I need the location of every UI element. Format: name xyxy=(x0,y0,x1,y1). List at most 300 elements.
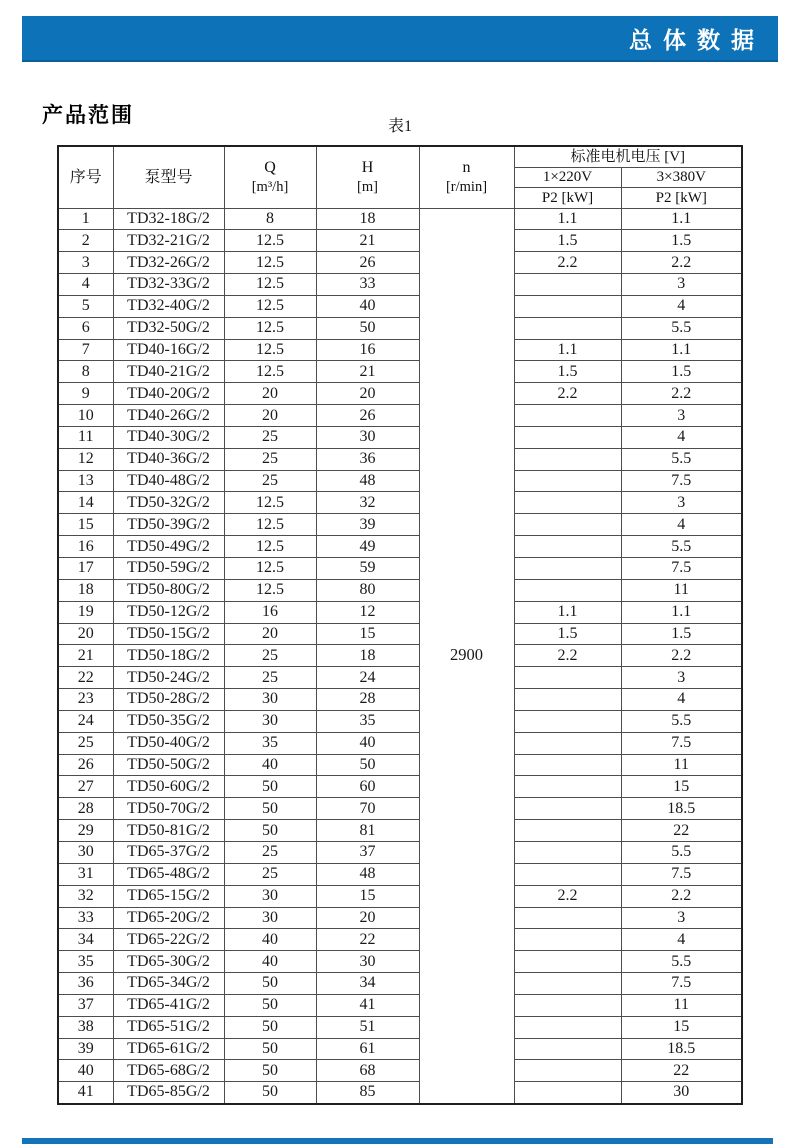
table-row xyxy=(58,645,742,667)
table-row xyxy=(58,470,742,492)
q-value: 12.5 xyxy=(224,579,316,601)
row-no: 16 xyxy=(58,536,113,558)
header-no-label: 序号 xyxy=(69,168,102,186)
pump-model: TD50-60G/2 xyxy=(113,776,224,798)
header-h-symbol: H xyxy=(361,159,374,177)
p2-220v-value xyxy=(514,994,621,1016)
h-value: 35 xyxy=(316,710,419,732)
p2-380v-value: 1.1 xyxy=(621,601,742,623)
h-value: 30 xyxy=(316,951,419,973)
table-row xyxy=(58,492,742,514)
pump-model: TD50-24G/2 xyxy=(113,667,224,689)
table-row xyxy=(58,820,742,842)
q-value: 50 xyxy=(224,973,316,995)
table-row xyxy=(58,907,742,929)
p2-220v-value xyxy=(514,841,621,863)
table-row xyxy=(58,274,742,296)
p2-220v-value xyxy=(514,1016,621,1038)
p2-220v-value xyxy=(514,536,621,558)
h-value: 39 xyxy=(316,514,419,536)
table-row xyxy=(58,514,742,536)
p2-220v-value xyxy=(514,710,621,732)
row-no: 6 xyxy=(58,317,113,339)
table-row xyxy=(58,1082,742,1104)
table-row xyxy=(58,1038,742,1060)
row-no: 19 xyxy=(58,601,113,623)
q-value: 30 xyxy=(224,710,316,732)
header-n-symbol: n xyxy=(462,159,471,177)
banner-title: 总体数据 xyxy=(629,26,765,53)
h-value: 85 xyxy=(316,1082,419,1104)
column-header-p2-220: P2 [kW] xyxy=(514,187,621,208)
pump-model: TD32-18G/2 xyxy=(113,208,224,230)
table-row xyxy=(58,361,742,383)
h-value: 49 xyxy=(316,536,419,558)
table-row xyxy=(58,623,742,645)
p2-380v-value: 15 xyxy=(621,1016,742,1038)
row-no: 29 xyxy=(58,820,113,842)
pump-model: TD40-21G/2 xyxy=(113,361,224,383)
row-no: 21 xyxy=(58,645,113,667)
q-value: 12.5 xyxy=(224,339,316,361)
header-h-unit: [m] xyxy=(357,178,378,195)
pump-model: TD65-51G/2 xyxy=(113,1016,224,1038)
h-value: 48 xyxy=(316,863,419,885)
pump-model: TD65-37G/2 xyxy=(113,841,224,863)
column-header-h xyxy=(316,146,419,208)
pump-model: TD50-50G/2 xyxy=(113,754,224,776)
table-caption: 表1 xyxy=(387,118,412,135)
pump-model: TD65-68G/2 xyxy=(113,1060,224,1082)
row-no: 1 xyxy=(58,208,113,230)
row-no: 5 xyxy=(58,295,113,317)
page-footer-rule xyxy=(22,1138,773,1144)
q-value: 50 xyxy=(224,798,316,820)
q-value: 20 xyxy=(224,405,316,427)
h-value: 15 xyxy=(316,885,419,907)
p2-220v-value xyxy=(514,667,621,689)
pump-model: TD40-48G/2 xyxy=(113,470,224,492)
table-row xyxy=(58,295,742,317)
pump-model: TD50-49G/2 xyxy=(113,536,224,558)
pump-model: TD65-41G/2 xyxy=(113,994,224,1016)
table-row xyxy=(58,230,742,252)
table-row xyxy=(58,841,742,863)
p2-380v-value: 18.5 xyxy=(621,1038,742,1060)
pump-model: TD50-39G/2 xyxy=(113,514,224,536)
p2-220v-value xyxy=(514,776,621,798)
table-row xyxy=(58,208,742,230)
h-value: 40 xyxy=(316,295,419,317)
pump-model: TD40-26G/2 xyxy=(113,405,224,427)
p2-220v-value: 2.2 xyxy=(514,383,621,405)
q-value: 50 xyxy=(224,1060,316,1082)
row-no: 24 xyxy=(58,710,113,732)
pump-model: TD50-18G/2 xyxy=(113,645,224,667)
table-row xyxy=(58,252,742,274)
p2-220v-value xyxy=(514,579,621,601)
q-value: 30 xyxy=(224,689,316,711)
p2-380v-value: 3 xyxy=(621,274,742,296)
p2-380v-value: 4 xyxy=(621,929,742,951)
p2-220v-value xyxy=(514,470,621,492)
h-value: 60 xyxy=(316,776,419,798)
h-value: 21 xyxy=(316,230,419,252)
q-value: 25 xyxy=(224,645,316,667)
q-value: 50 xyxy=(224,820,316,842)
h-value: 18 xyxy=(316,645,419,667)
pump-model: TD32-40G/2 xyxy=(113,295,224,317)
p2-220v-value xyxy=(514,426,621,448)
pump-model: TD32-26G/2 xyxy=(113,252,224,274)
p2-380v-value: 1.5 xyxy=(621,623,742,645)
pump-model: TD50-81G/2 xyxy=(113,820,224,842)
p2-380v-value: 22 xyxy=(621,1060,742,1082)
table-row xyxy=(58,689,742,711)
p2-220v-value xyxy=(514,929,621,951)
p2-220v-value: 1.1 xyxy=(514,601,621,623)
q-value: 12.5 xyxy=(224,558,316,580)
p2-380v-value: 5.5 xyxy=(621,536,742,558)
p2-380v-value: 7.5 xyxy=(621,863,742,885)
row-no: 23 xyxy=(58,689,113,711)
row-no: 18 xyxy=(58,579,113,601)
q-value: 25 xyxy=(224,426,316,448)
pump-model: TD65-20G/2 xyxy=(113,907,224,929)
pump-model: TD50-28G/2 xyxy=(113,689,224,711)
table-row xyxy=(58,754,742,776)
table-row xyxy=(58,863,742,885)
p2-380v-value: 2.2 xyxy=(621,383,742,405)
p2-380v-value: 5.5 xyxy=(621,951,742,973)
row-no: 10 xyxy=(58,405,113,427)
pump-model: TD32-21G/2 xyxy=(113,230,224,252)
q-value: 50 xyxy=(224,776,316,798)
pump-model: TD32-33G/2 xyxy=(113,274,224,296)
h-value: 26 xyxy=(316,405,419,427)
p2-220v-value: 1.5 xyxy=(514,623,621,645)
q-value: 12.5 xyxy=(224,230,316,252)
table-row xyxy=(58,1016,742,1038)
q-value: 12.5 xyxy=(224,274,316,296)
p2-220v-value xyxy=(514,951,621,973)
table-row xyxy=(58,885,742,907)
p2-380v-value: 4 xyxy=(621,689,742,711)
n-speed-value: 2900 xyxy=(419,208,514,1104)
p2-380v-value: 5.5 xyxy=(621,448,742,470)
p2-380v-value: 2.2 xyxy=(621,885,742,907)
p2-220v-value xyxy=(514,1038,621,1060)
p2-380v-value: 3 xyxy=(621,405,742,427)
p2-380v-value: 2.2 xyxy=(621,645,742,667)
q-value: 50 xyxy=(224,1016,316,1038)
pump-spec-table xyxy=(57,145,743,1105)
header-q-unit: [m³/h] xyxy=(251,178,289,195)
p2-220v-value xyxy=(514,820,621,842)
row-no: 22 xyxy=(58,667,113,689)
row-no: 27 xyxy=(58,776,113,798)
row-no: 41 xyxy=(58,1082,113,1104)
p2-220v-value xyxy=(514,492,621,514)
p2-220v-value xyxy=(514,317,621,339)
page-header-banner xyxy=(22,16,778,62)
p2-380v-value: 4 xyxy=(621,514,742,536)
row-no: 38 xyxy=(58,1016,113,1038)
p2-220v-value: 1.5 xyxy=(514,230,621,252)
p2-380v-value: 1.1 xyxy=(621,208,742,230)
pump-model: TD50-70G/2 xyxy=(113,798,224,820)
h-value: 32 xyxy=(316,492,419,514)
row-no: 37 xyxy=(58,994,113,1016)
column-header-no xyxy=(58,146,113,208)
column-header-q xyxy=(224,146,316,208)
row-no: 20 xyxy=(58,623,113,645)
q-value: 12.5 xyxy=(224,492,316,514)
table-row xyxy=(58,798,742,820)
pump-model: TD50-32G/2 xyxy=(113,492,224,514)
p2-220v-value xyxy=(514,732,621,754)
row-no: 4 xyxy=(58,274,113,296)
row-no: 14 xyxy=(58,492,113,514)
row-no: 25 xyxy=(58,732,113,754)
p2-380v-value: 5.5 xyxy=(621,710,742,732)
column-header-220v: 1×220V xyxy=(514,167,621,187)
pump-model: TD50-15G/2 xyxy=(113,623,224,645)
h-value: 50 xyxy=(316,754,419,776)
table-row xyxy=(58,929,742,951)
p2-220v-value xyxy=(514,907,621,929)
column-header-p2-380: P2 [kW] xyxy=(621,187,742,208)
h-value: 24 xyxy=(316,667,419,689)
p2-380v-value: 3 xyxy=(621,492,742,514)
p2-380v-value: 7.5 xyxy=(621,973,742,995)
h-value: 30 xyxy=(316,426,419,448)
p2-380v-value: 3 xyxy=(621,667,742,689)
h-value: 59 xyxy=(316,558,419,580)
p2-380v-value: 7.5 xyxy=(621,558,742,580)
table-row xyxy=(58,601,742,623)
table-body xyxy=(58,208,742,1104)
h-value: 70 xyxy=(316,798,419,820)
p2-220v-value xyxy=(514,274,621,296)
h-value: 61 xyxy=(316,1038,419,1060)
table-row xyxy=(58,339,742,361)
row-no: 9 xyxy=(58,383,113,405)
q-value: 12.5 xyxy=(224,252,316,274)
p2-220v-value: 2.2 xyxy=(514,885,621,907)
q-value: 25 xyxy=(224,667,316,689)
p2-380v-value: 30 xyxy=(621,1082,742,1104)
column-header-n xyxy=(419,146,514,208)
table-row xyxy=(58,951,742,973)
h-value: 15 xyxy=(316,623,419,645)
q-value: 12.5 xyxy=(224,295,316,317)
row-no: 26 xyxy=(58,754,113,776)
q-value: 25 xyxy=(224,448,316,470)
p2-380v-value: 18.5 xyxy=(621,798,742,820)
pump-model: TD50-35G/2 xyxy=(113,710,224,732)
q-value: 12.5 xyxy=(224,514,316,536)
q-value: 16 xyxy=(224,601,316,623)
h-value: 50 xyxy=(316,317,419,339)
pump-model: TD32-50G/2 xyxy=(113,317,224,339)
h-value: 33 xyxy=(316,274,419,296)
h-value: 80 xyxy=(316,579,419,601)
h-value: 41 xyxy=(316,994,419,1016)
table-row xyxy=(58,710,742,732)
table-row xyxy=(58,317,742,339)
pump-model: TD40-20G/2 xyxy=(113,383,224,405)
row-no: 15 xyxy=(58,514,113,536)
pump-model: TD50-12G/2 xyxy=(113,601,224,623)
p2-220v-value: 2.2 xyxy=(514,252,621,274)
p2-380v-value: 11 xyxy=(621,579,742,601)
table-row xyxy=(58,579,742,601)
p2-380v-value: 11 xyxy=(621,994,742,1016)
q-value: 30 xyxy=(224,907,316,929)
h-value: 36 xyxy=(316,448,419,470)
p2-380v-value: 15 xyxy=(621,776,742,798)
q-value: 25 xyxy=(224,841,316,863)
p2-380v-value: 3 xyxy=(621,907,742,929)
table-row xyxy=(58,667,742,689)
row-no: 35 xyxy=(58,951,113,973)
row-no: 30 xyxy=(58,841,113,863)
h-value: 81 xyxy=(316,820,419,842)
p2-380v-value: 5.5 xyxy=(621,317,742,339)
q-value: 40 xyxy=(224,951,316,973)
p2-220v-value xyxy=(514,973,621,995)
pump-model: TD50-59G/2 xyxy=(113,558,224,580)
pump-model: TD50-80G/2 xyxy=(113,579,224,601)
h-value: 22 xyxy=(316,929,419,951)
table-row xyxy=(58,732,742,754)
pump-model: TD65-15G/2 xyxy=(113,885,224,907)
row-no: 31 xyxy=(58,863,113,885)
p2-220v-value xyxy=(514,558,621,580)
row-no: 7 xyxy=(58,339,113,361)
q-value: 8 xyxy=(224,208,316,230)
row-no: 33 xyxy=(58,907,113,929)
p2-220v-value xyxy=(514,514,621,536)
p2-380v-value: 1.5 xyxy=(621,230,742,252)
table-header xyxy=(58,146,742,208)
h-value: 21 xyxy=(316,361,419,383)
p2-220v-value xyxy=(514,1082,621,1104)
row-no: 12 xyxy=(58,448,113,470)
p2-220v-value xyxy=(514,405,621,427)
table-row xyxy=(58,994,742,1016)
pump-model: TD65-85G/2 xyxy=(113,1082,224,1104)
p2-380v-value: 1.1 xyxy=(621,339,742,361)
row-no: 8 xyxy=(58,361,113,383)
q-value: 40 xyxy=(224,929,316,951)
p2-380v-value: 4 xyxy=(621,295,742,317)
p2-380v-value: 7.5 xyxy=(621,732,742,754)
p2-220v-value xyxy=(514,295,621,317)
header-q-symbol: Q xyxy=(264,159,276,177)
pump-model: TD40-30G/2 xyxy=(113,426,224,448)
row-no: 34 xyxy=(58,929,113,951)
q-value: 35 xyxy=(224,732,316,754)
p2-380v-value: 22 xyxy=(621,820,742,842)
row-no: 13 xyxy=(58,470,113,492)
p2-220v-value: 1.1 xyxy=(514,339,621,361)
q-value: 20 xyxy=(224,623,316,645)
table-row xyxy=(58,973,742,995)
pump-model: TD40-36G/2 xyxy=(113,448,224,470)
q-value: 12.5 xyxy=(224,361,316,383)
q-value: 50 xyxy=(224,1082,316,1104)
p2-380v-value: 11 xyxy=(621,754,742,776)
h-value: 12 xyxy=(316,601,419,623)
p2-380v-value: 7.5 xyxy=(621,470,742,492)
row-no: 28 xyxy=(58,798,113,820)
q-value: 12.5 xyxy=(224,317,316,339)
row-no: 36 xyxy=(58,973,113,995)
p2-220v-value xyxy=(514,863,621,885)
h-value: 18 xyxy=(316,208,419,230)
h-value: 20 xyxy=(316,907,419,929)
h-value: 51 xyxy=(316,1016,419,1038)
h-value: 28 xyxy=(316,689,419,711)
h-value: 26 xyxy=(316,252,419,274)
pump-model: TD65-61G/2 xyxy=(113,1038,224,1060)
row-no: 32 xyxy=(58,885,113,907)
q-value: 12.5 xyxy=(224,536,316,558)
table-row xyxy=(58,426,742,448)
p2-220v-value: 1.5 xyxy=(514,361,621,383)
row-no: 2 xyxy=(58,230,113,252)
header-n-unit: [r/min] xyxy=(445,178,488,195)
pump-model: TD65-48G/2 xyxy=(113,863,224,885)
p2-220v-value xyxy=(514,754,621,776)
q-value: 40 xyxy=(224,754,316,776)
header-model-label: 泵型号 xyxy=(144,168,193,186)
h-value: 40 xyxy=(316,732,419,754)
p2-220v-value: 1.1 xyxy=(514,208,621,230)
table-row xyxy=(58,776,742,798)
column-header-380v: 3×380V xyxy=(621,167,742,187)
q-value: 25 xyxy=(224,863,316,885)
row-no: 40 xyxy=(58,1060,113,1082)
h-value: 48 xyxy=(316,470,419,492)
table-row xyxy=(58,558,742,580)
p2-380v-value: 2.2 xyxy=(621,252,742,274)
p2-380v-value: 1.5 xyxy=(621,361,742,383)
h-value: 37 xyxy=(316,841,419,863)
row-no: 3 xyxy=(58,252,113,274)
h-value: 68 xyxy=(316,1060,419,1082)
q-value: 50 xyxy=(224,994,316,1016)
table-row xyxy=(58,383,742,405)
p2-380v-value: 4 xyxy=(621,426,742,448)
q-value: 50 xyxy=(224,1038,316,1060)
p2-220v-value xyxy=(514,689,621,711)
pump-model: TD65-34G/2 xyxy=(113,973,224,995)
column-header-model xyxy=(113,146,224,208)
p2-220v-value: 2.2 xyxy=(514,645,621,667)
pump-model: TD65-30G/2 xyxy=(113,951,224,973)
p2-220v-value xyxy=(514,798,621,820)
h-value: 16 xyxy=(316,339,419,361)
pump-model: TD65-22G/2 xyxy=(113,929,224,951)
row-no: 17 xyxy=(58,558,113,580)
table-row xyxy=(58,1060,742,1082)
q-value: 30 xyxy=(224,885,316,907)
q-value: 20 xyxy=(224,383,316,405)
row-no: 39 xyxy=(58,1038,113,1060)
